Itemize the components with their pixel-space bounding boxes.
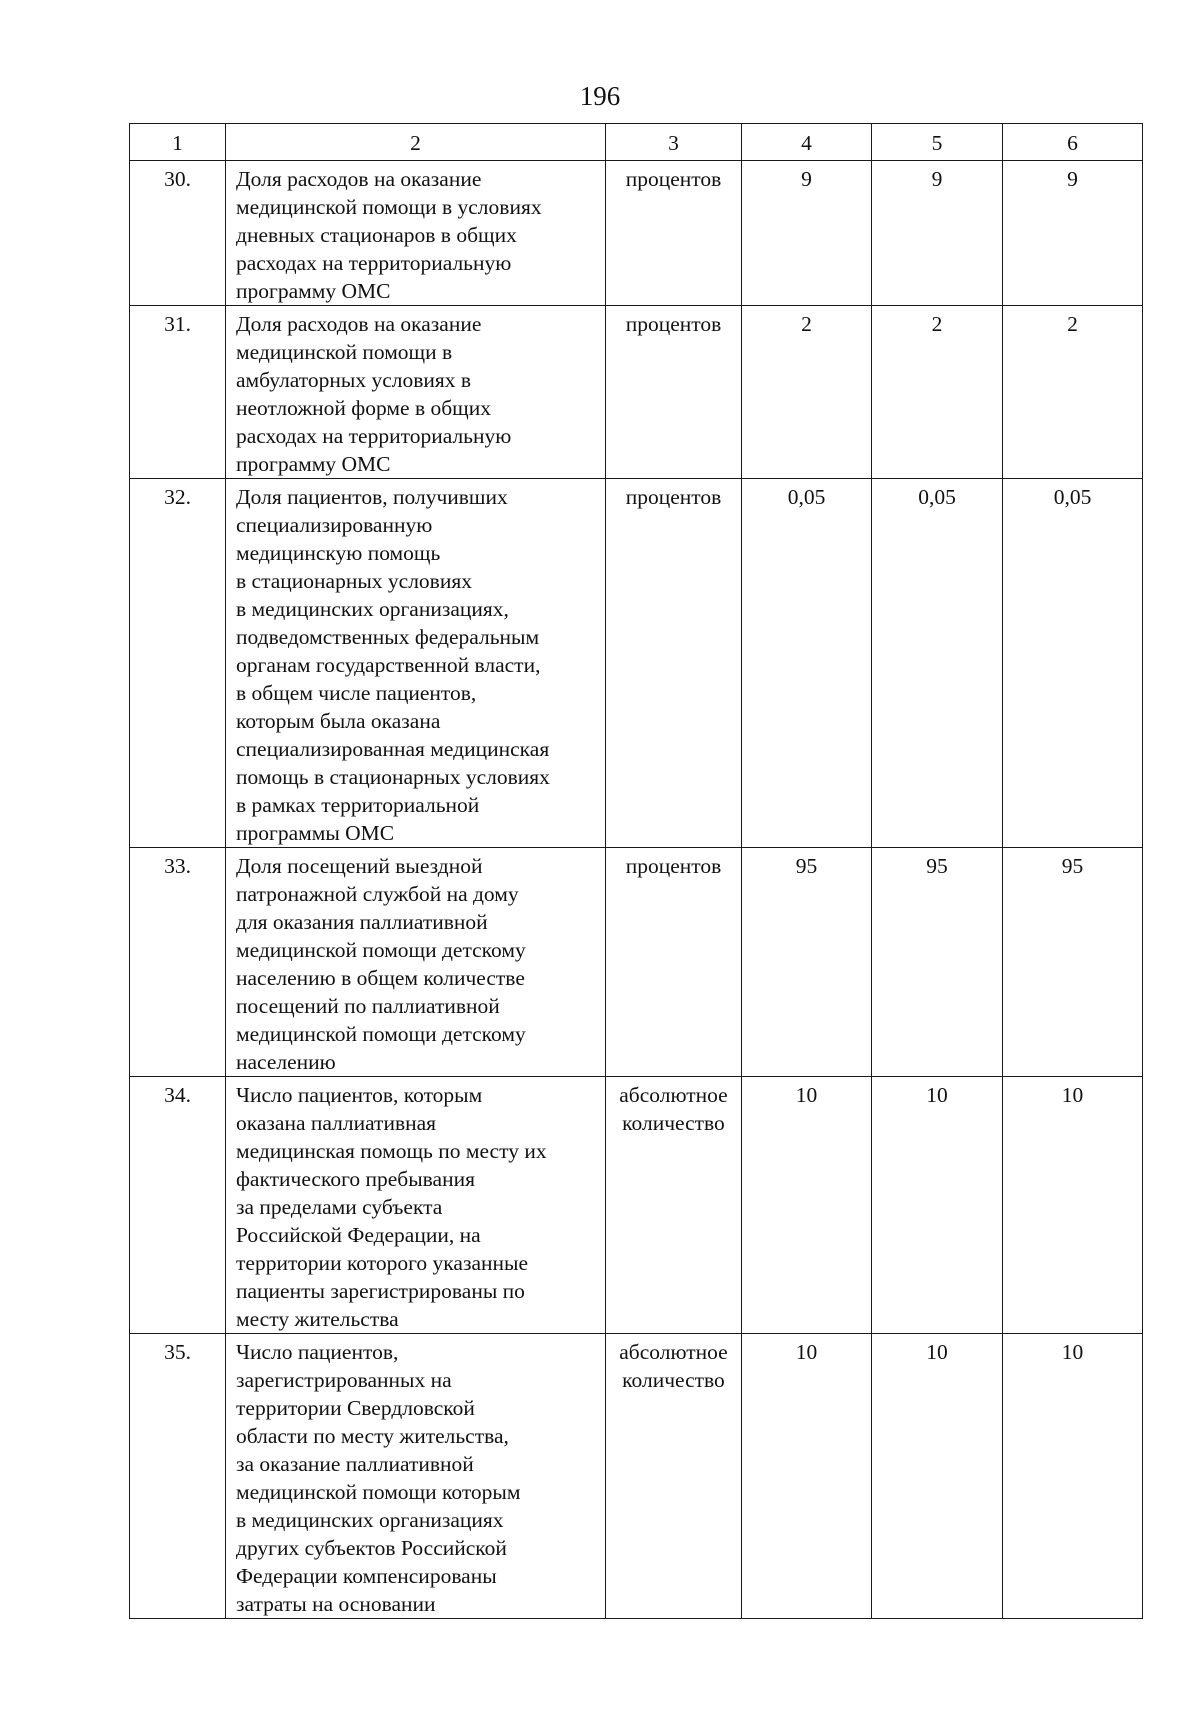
table-body [130, 161, 1143, 1619]
description-line: расходах на территориальную [236, 424, 512, 448]
unit-line: процентов [625, 312, 722, 336]
description-line: в медицинских организациях [236, 1508, 504, 1532]
description-line: Доля посещений выездной [236, 854, 483, 878]
description-line: дневных стационаров в общих [236, 223, 517, 247]
description-line: Доля расходов на оказание [236, 312, 482, 336]
description-line: области по месту жительства, [236, 1424, 509, 1448]
description-line: месту жительства [236, 1307, 399, 1331]
description-line: оказана паллиативная [236, 1111, 437, 1135]
header-col-6: 6 [1003, 124, 1143, 161]
description-line: Число пациентов, которым [236, 1083, 483, 1107]
unit-of-measure [606, 161, 742, 306]
value-col-6: 9 [1003, 161, 1143, 306]
value-col-4: 10 [742, 1077, 872, 1334]
value-col-5: 10 [872, 1077, 1003, 1334]
unit-line: процентов [625, 485, 722, 509]
value-col-5: 0,05 [872, 479, 1003, 848]
unit-line: количество [622, 1368, 725, 1392]
description-line: зарегистрированных на [236, 1368, 452, 1392]
description-line: медицинской помощи в условиях [236, 195, 542, 219]
unit-of-measure [606, 1334, 742, 1619]
description-line: специализированную [236, 513, 433, 537]
description-line: за оказание паллиативной [236, 1452, 474, 1476]
description-line: медицинской помощи в [236, 340, 453, 364]
description-line: пациенты зарегистрированы по [236, 1279, 525, 1303]
row-number: 34. [130, 1077, 226, 1334]
description-line: медицинскую помощь [236, 541, 441, 565]
description-line: подведомственных федеральным [236, 625, 540, 649]
description-line: патронажной службой на дому [236, 882, 519, 906]
description-line: фактического пребывания [236, 1167, 475, 1191]
row-number: 30. [130, 161, 226, 306]
value-col-6: 95 [1003, 848, 1143, 1077]
row-number: 32. [130, 479, 226, 848]
unit-line: количество [622, 1111, 725, 1135]
indicators-table [129, 123, 1143, 1619]
unit-of-measure [606, 848, 742, 1077]
description-line: специализированная медицинская [236, 737, 550, 761]
table-row [130, 306, 1143, 479]
unit-line: процентов [625, 854, 722, 878]
description-line: программу ОМС [236, 452, 391, 476]
value-col-4: 95 [742, 848, 872, 1077]
value-col-6: 10 [1003, 1334, 1143, 1619]
description-line: в стационарных условиях [236, 569, 472, 593]
indicator-description [226, 848, 606, 1077]
description-line: территории которого указанные [236, 1251, 528, 1275]
description-line: других субъектов Российской [236, 1536, 507, 1560]
value-col-5: 9 [872, 161, 1003, 306]
table-row [130, 479, 1143, 848]
table-row [130, 161, 1143, 306]
value-col-6: 0,05 [1003, 479, 1143, 848]
description-line: затраты на основании [236, 1592, 436, 1616]
description-line: за пределами субъекта [236, 1195, 443, 1219]
description-line: Российской Федерации, на [236, 1223, 481, 1247]
table-row [130, 1334, 1143, 1619]
description-line: медицинской помощи которым [236, 1480, 521, 1504]
indicator-description [226, 479, 606, 848]
table-row [130, 1077, 1143, 1334]
header-col-5: 5 [872, 124, 1003, 161]
description-line: медицинской помощи детскому [236, 938, 526, 962]
indicator-description [226, 1334, 606, 1619]
unit-line: абсолютное [619, 1340, 728, 1364]
unit-of-measure [606, 1077, 742, 1334]
value-col-6: 10 [1003, 1077, 1143, 1334]
description-line: которым была оказана [236, 709, 441, 733]
table-row [130, 848, 1143, 1077]
unit-line: процентов [625, 167, 722, 191]
unit-of-measure [606, 306, 742, 479]
description-line: неотложной форме в общих [236, 396, 491, 420]
description-line: расходах на территориальную [236, 251, 512, 275]
description-line: программы ОМС [236, 821, 395, 845]
indicator-description [226, 161, 606, 306]
description-line: территории Свердловской [236, 1396, 475, 1420]
value-col-5: 10 [872, 1334, 1003, 1619]
row-number: 33. [130, 848, 226, 1077]
value-col-4: 9 [742, 161, 872, 306]
table-header-row [130, 124, 1143, 161]
header-col-1: 1 [130, 124, 226, 161]
value-col-6: 2 [1003, 306, 1143, 479]
value-col-5: 95 [872, 848, 1003, 1077]
description-line: помощь в стационарных условиях [236, 765, 550, 789]
description-line: программу ОМС [236, 279, 391, 303]
description-line: медицинской помощи детскому [236, 1022, 526, 1046]
unit-of-measure [606, 479, 742, 848]
description-line: посещений по паллиативной [236, 994, 500, 1018]
header-col-3: 3 [606, 124, 742, 161]
description-line: в медицинских организациях, [236, 597, 509, 621]
description-line: населению [236, 1050, 336, 1074]
value-col-5: 2 [872, 306, 1003, 479]
description-line: медицинская помощь по месту их [236, 1139, 547, 1163]
page-number: 196 [579, 81, 621, 111]
unit-line: абсолютное [619, 1083, 728, 1107]
description-line: Доля пациентов, получивших [236, 485, 508, 509]
value-col-4: 10 [742, 1334, 872, 1619]
description-line: Федерации компенсированы [236, 1564, 497, 1588]
description-line: населению в общем количестве [236, 966, 525, 990]
row-number: 31. [130, 306, 226, 479]
indicator-description [226, 1077, 606, 1334]
value-col-4: 0,05 [742, 479, 872, 848]
header-col-2: 2 [226, 124, 606, 161]
description-line: в общем числе пациентов, [236, 681, 477, 705]
row-number: 35. [130, 1334, 226, 1619]
indicator-description [226, 306, 606, 479]
description-line: амбулаторных условиях в [236, 368, 472, 392]
description-line: для оказания паллиативной [236, 910, 488, 934]
description-line: органам государственной власти, [236, 653, 541, 677]
value-col-4: 2 [742, 306, 872, 479]
header-col-4: 4 [742, 124, 872, 161]
description-line: Доля расходов на оказание [236, 167, 482, 191]
description-line: Число пациентов, [236, 1340, 399, 1364]
description-line: в рамках территориальной [236, 793, 480, 817]
